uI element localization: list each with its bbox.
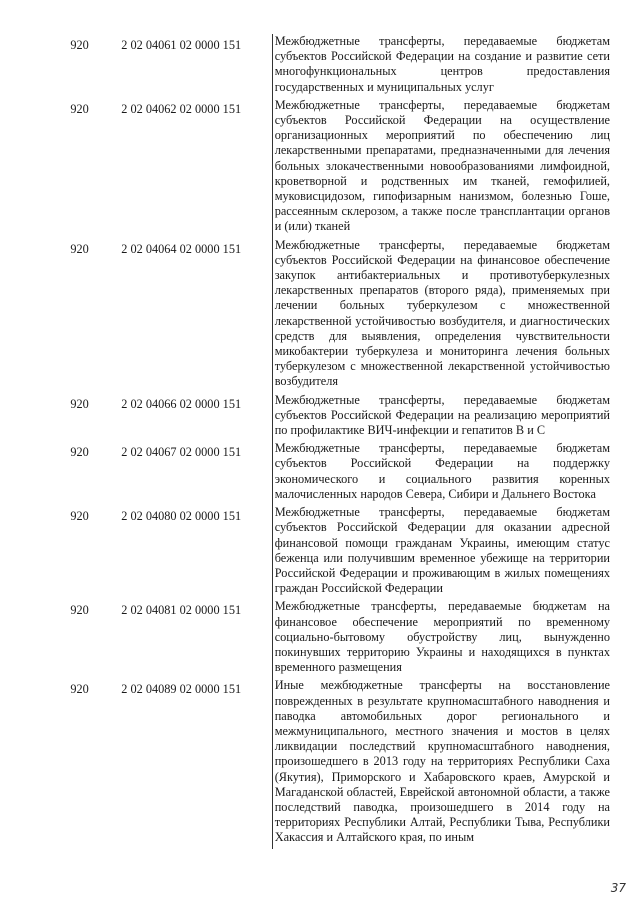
budget-code-table [40,34,610,849]
budget-code-cell: 2 02 04080 02 0000 151 [121,509,242,524]
table-row [40,678,610,848]
page-number: 37 [610,881,626,895]
table-row [40,599,610,678]
admin-code-cell: 920 [70,603,89,618]
admin-code-cell: 920 [70,445,89,460]
admin-code-cell: 920 [70,682,89,697]
description-cell: Межбюджетные трансферты, передаваемые бюджетам субъектов Российской Федерации на реализацию мероприятий по профилактике ВИЧ-инфекции и гепатитов В и С [272,393,610,442]
budget-code-cell: 2 02 04067 02 0000 151 [121,445,242,460]
admin-code-cell: 920 [70,241,89,256]
budget-code-cell: 2 02 04089 02 0000 151 [121,682,242,697]
description-cell: Межбюджетные трансферты, передаваемые бюджетам на финансовое обеспечение мероприятий по временному социально-бытовому обустройству лиц, вынужденно покинувших территорию Украины и находящихся в пунктах временного размещения [272,599,610,678]
admin-code-cell: 920 [70,38,89,52]
table-row [40,98,610,238]
description-cell: Межбюджетные трансферты, передаваемые бюджетам субъектов Российской Федерации на финансовое обеспечение закупок антибактериальных и противотуберкулезных лекарственных препаратов (второго ряда), применяемых при лечении больных туберкулезом с множественной лекарственной устойчивостью возбудителя, и диагностических средств для выявления, определения чувствительности микобактерии туберкулеза и мониторинга лечения больных туберкулезом с множественной лекарственной устойчивостью возбудителя [272,238,610,393]
budget-code-cell: 2 02 04061 02 0000 151 [121,38,242,52]
description-cell: Межбюджетные трансферты, передаваемые бюджетам субъектов Российской Федерации на осуществление организационных мероприятий по обеспечению лиц лекарственными препаратами, предназначенными для лечения больных злокачественными новообразованиями лимфоидной, кроветворной и родственных им тканей, гемофилией, муковисцидозом, гипофизарным нанизмом, болезнью Гоше, рассеянным склерозом, а также после трансплантации органов и (или) тканей [272,98,610,238]
description-cell: Межбюджетные трансферты, передаваемые бюджетам субъектов Российской Федерации на поддержку экономического и социального развития коренных малочисленных народов Севера, Сибири и Дальнего Востока [272,441,610,505]
description-cell: Межбюджетные трансферты, передаваемые бюджетам субъектов Российской Федерации для оказании адресной финансовой помощи гражданам Украины, имеющим статус беженца или получившим временное убежище на территории Российской Федерации и проживающим в жилых помещениях граждан Российской Федерации [272,505,610,599]
description-cell: Межбюджетные трансферты, передаваемые бюджетам субъектов Российской Федерации на создание и развитие сети многофункциональных центров предоставления государственных и муниципальных услуг [272,34,610,98]
table-row [40,441,610,505]
description-cell: Иные межбюджетные трансферты на восстановление поврежденных в результате крупномасштабного наводнения и паводка автомобильных дорог регионального и межмуниципального, местного значения и мостов в целях ликвидации последствий крупномасштабного наводнения, произошедшего в 2013 году на территориях Республики Саха (Якутия), Приморского и Хабаровского краев, Амурской и Магаданской областей, Еврейской автономной области, а также последствий паводка, произошедшего в 2014 году на территориях Республики Алтай, Республики Тыва, Республики Хакассия и Алтайского края, по иным [272,678,610,848]
budget-code-cell: 2 02 04081 02 0000 151 [121,603,242,618]
table-row [40,505,610,599]
budget-code-cell: 2 02 04064 02 0000 151 [121,241,242,256]
admin-code-cell: 920 [70,396,89,411]
admin-code-cell: 920 [70,101,89,116]
table-row [40,238,610,393]
table-row [40,34,610,98]
budget-code-cell: 2 02 04066 02 0000 151 [121,396,242,411]
table-row [40,393,610,442]
admin-code-cell: 920 [70,509,89,524]
budget-code-cell: 2 02 04062 02 0000 151 [121,101,242,116]
